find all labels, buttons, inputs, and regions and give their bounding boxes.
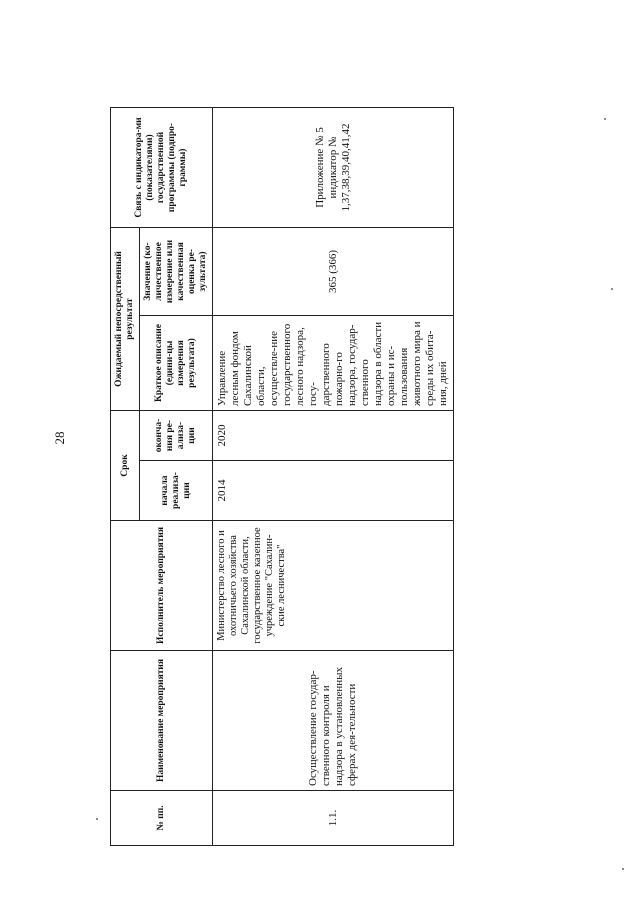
rotated-table-wrapper (110, 108, 449, 846)
row-desc: Управление лесным фондом Сахалинской области, осуществле-ние государственного лесного надзора, госу-дарственного пожарно-го надзора, государ-ственного надзора в области охраны и ис-пользования животного мира и среды их обита-ния, дней (213, 316, 454, 411)
header-name: Наименование мероприятия (111, 651, 213, 791)
header-num: № пп. (111, 791, 213, 846)
header-term: Срок (111, 411, 140, 521)
header-term-start: начала реализа-ции (140, 461, 213, 521)
header-executor: Исполнитель мероприятия (111, 521, 213, 651)
program-activity-table (110, 107, 454, 846)
scan-speck (604, 118, 606, 120)
row-num: 1.1. (213, 791, 454, 846)
header-term-end: оконча-ния ре-ализа-ции (140, 411, 213, 461)
scan-speck (611, 288, 613, 290)
row-link: Приложение № 5 индикатор № 1,37,38,39,40,41,42 (213, 108, 454, 228)
row-value: 365 (366) (213, 228, 454, 316)
header-expected: Ожидаемый непосредственный результат (111, 228, 140, 411)
header-expected-desc: Краткое описание (едини-цы измерения результата) (140, 316, 213, 411)
row-start: 2014 (213, 461, 454, 521)
scan-speck (622, 868, 624, 870)
row-end: 2020 (213, 411, 454, 461)
header-link: Связь с индикатора-ми (показателями) государственной программы (подпро-граммы) (111, 108, 213, 228)
scan-speck (96, 818, 98, 820)
header-expected-value: Значение (ко-личественное измерение или качественная оценка ре-зультата) (140, 228, 213, 316)
row-executor: Министерство лесного и охотничьего хозяйства Сахалинской области, государственное казенное учреждение "Сахалин-ские лесничества" (213, 521, 454, 651)
page-number: 28 (52, 431, 67, 445)
row-name: Осуществление государ-ственного контроля и надзора в установленных сферах дея-тельности (213, 651, 454, 791)
